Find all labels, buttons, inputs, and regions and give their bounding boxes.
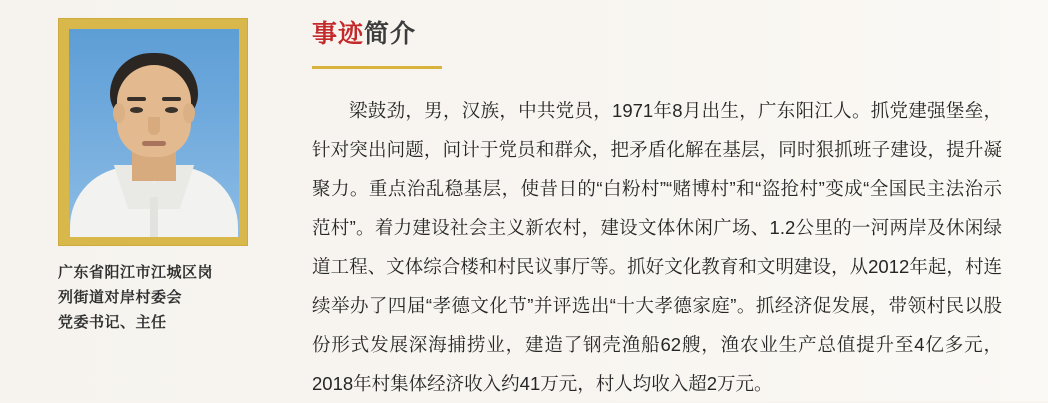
portrait-placket [150,197,158,237]
portrait-nose [148,117,160,135]
body-paragraph: 梁鼓劲，男，汉族，中共党员，1971年8月出生，广东阳江人。抓党建强堡垒，针对突出问题，问计于党员和群众，把矛盾化解在基层，同时狠抓班子建设，提升凝聚力。重点治乱稳基层，使昔日的“白粉村”“赌博村”和“盗抢村”变成“全国民主法治示范村”。着力建设社会主义新农村，建设文体休闲广场、1.2公里的一河两岸及休闲绿道工程、文体综合楼和村民议事厅等。抓好文化教育和文明建设，从2012年起，村连续举办了四届“孝德文化节”并评选出“十大孝德家庭”。抓经济促发展，带领村民以股份形式发展深海捕捞业，建造了钢壳渔船62艘，渔农业生产总值提升至4亿多元，2018年村集体经济收入约41万元，村人均收入超2万元。 [312,100,1002,394]
profile-column [58,18,248,335]
portrait-eye-left [130,107,143,113]
profile-caption-line-3: 党委书记、主任 [58,314,167,331]
profile-caption-line-2: 列街道对岸村委会 [58,289,183,306]
profile-caption-line-1: 广东省阳江市江城区岗 [58,264,214,281]
content-column [312,14,1002,403]
page-title-rest: 简介 [364,20,417,48]
page-title-highlight: 事迹 [312,20,365,48]
portrait-ear-right [183,103,195,123]
portrait-brow-left [127,97,146,101]
portrait-brow-right [162,97,181,101]
page-title [312,14,1002,60]
portrait-frame [58,18,248,246]
portrait-ear-left [113,103,125,123]
portrait-photo [69,29,239,237]
portrait-eye-right [165,107,178,113]
portrait-mouth [142,141,166,146]
profile-caption [58,260,248,335]
title-underline [312,66,442,69]
